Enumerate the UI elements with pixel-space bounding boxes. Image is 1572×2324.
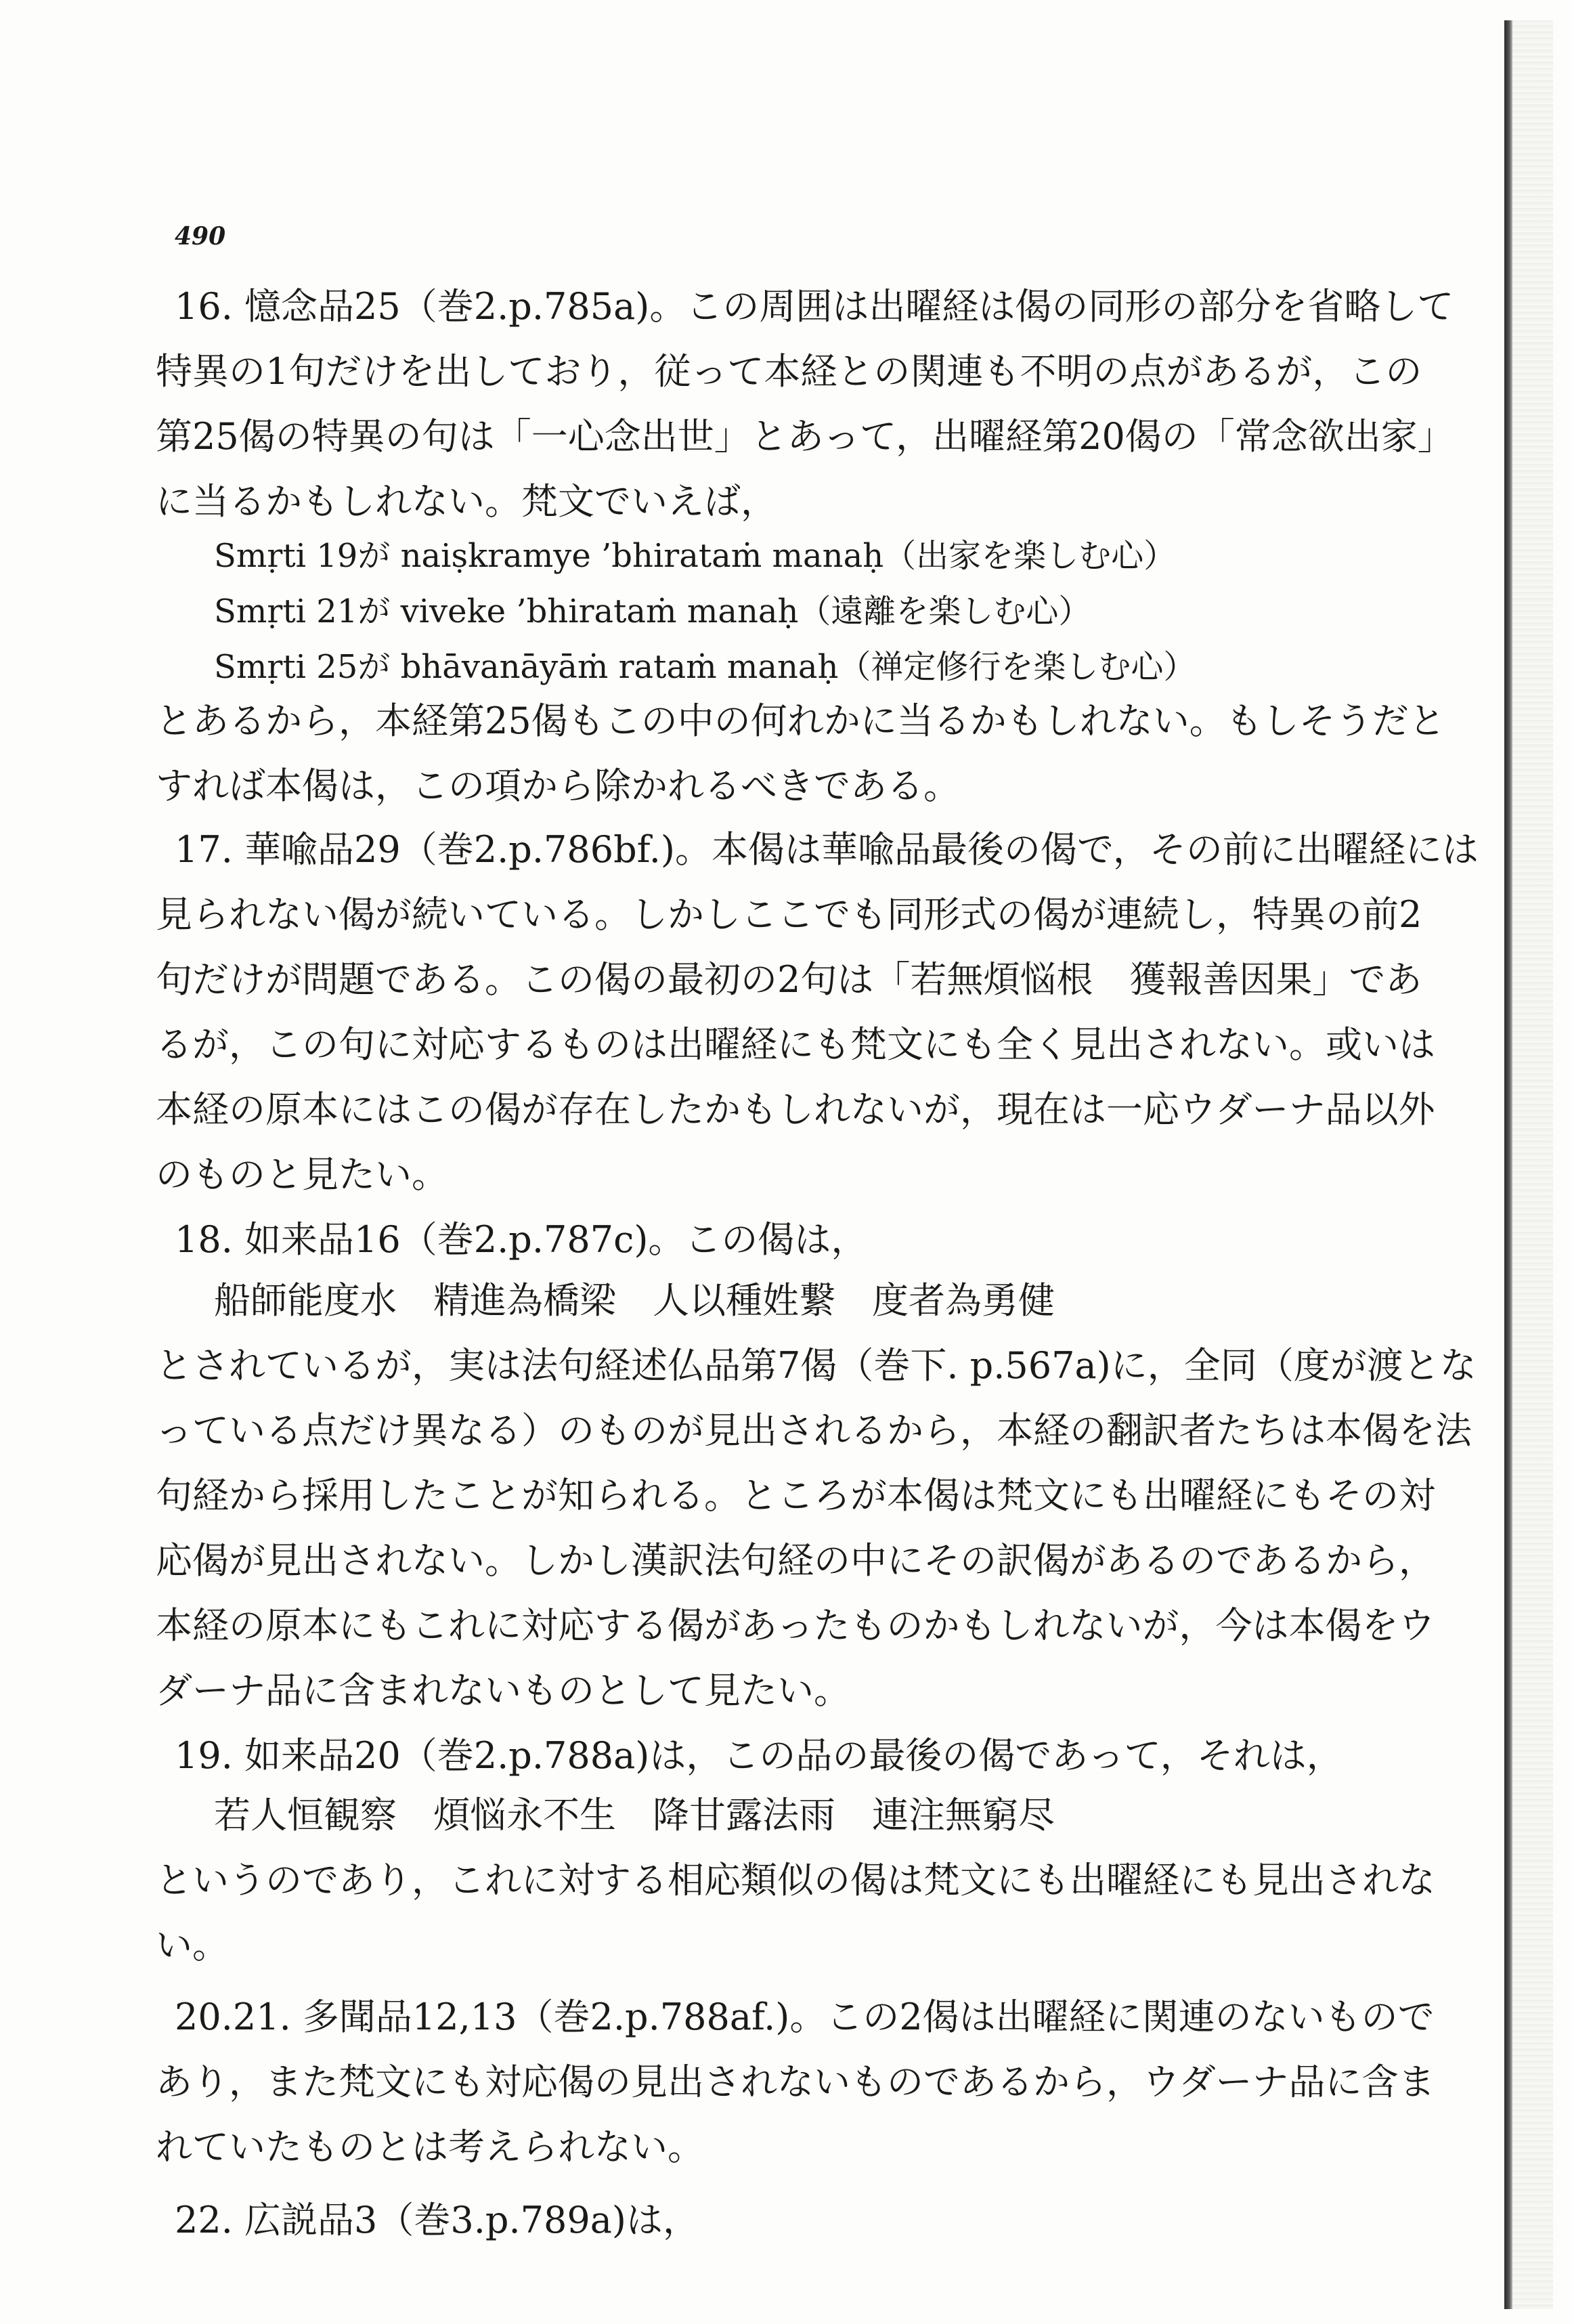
text-line: 見られない偈が続いている。しかしここでも同形式の偈が連続し，特異の前2 bbox=[156, 893, 1422, 936]
page-edge bbox=[1504, 20, 1512, 2309]
text-line: とあるから，本経第25偈もこの中の何れかに当るかもしれない。もしそうだと bbox=[156, 700, 1445, 742]
text-line: 17. 華喩品29（巻2.p.786bf.)。本偈は華喩品最後の偈で，その前に出曜経には bbox=[175, 828, 1479, 871]
text-line: すれば本偈は，この項から除かれるべきである。 bbox=[156, 765, 960, 807]
text-line: 本経の原本にもこれに対応する偈があったものかもしれないが，今は本偈をウ bbox=[156, 1604, 1435, 1647]
verse-line: 船師能度水 精進為橋梁 人以種姓繋 度者為勇健 bbox=[214, 1279, 1055, 1322]
text-line: 20.21. 多聞品12,13（巻2.p.788af.)。この2偈は出曜経に関連のないもので bbox=[175, 1996, 1435, 2038]
text-line: 句だけが問題である。この偈の最初の2句は「若無煩悩根 獲報善因果」であ bbox=[156, 958, 1422, 1001]
sanskrit-line: Smṛti 25が bhāvanāyāṁ rataṁ manaḥ（禅定修行を楽しむ心） bbox=[214, 648, 1196, 686]
text-line: 16. 憶念品25（巻2.p.785a)。この周囲は出曜経は偈の同形の部分を省略して bbox=[175, 285, 1454, 328]
text-line: るが，この句に対応するものは出曜経にも梵文にも全く見出されない。或いは bbox=[156, 1023, 1435, 1066]
text-line: 本経の原本にはこの偈が存在したかもしれないが，現在は一応ウダーナ品以外 bbox=[156, 1088, 1435, 1131]
text-line: 特異の1句だけを出しており，従って本経との関連も不明の点があるが，この bbox=[156, 350, 1422, 393]
text-line: とされているが，実は法句経述仏品第7偈（巻下. p.567a)に，全同（度が渡とな bbox=[156, 1344, 1477, 1387]
text-line: に当るかもしれない。梵文でいえば， bbox=[156, 480, 777, 523]
verse-line: 若人恒観察 煩悩永不生 降甘露法雨 連注無窮尽 bbox=[214, 1794, 1055, 1836]
text-line: ダーナ品に含まれないものとして見たい。 bbox=[156, 1669, 850, 1712]
text-line: 第25偈の特異の句は「一心念出世」とあって，出曜経第20偈の「常念欲出家」 bbox=[156, 415, 1454, 458]
text-line: というのであり，これに対する相応類似の偈は梵文にも出曜経にも見出されな bbox=[156, 1859, 1435, 1901]
text-line: 18. 如来品16（巻2.p.787c)。この偈は， bbox=[175, 1218, 868, 1261]
text-line: い。 bbox=[156, 1924, 229, 1966]
text-line: っている点だけ異なる）のものが見出されるから，本経の翻訳者たちは本偈を法 bbox=[156, 1409, 1472, 1452]
page-number: 490 bbox=[175, 222, 226, 251]
text-line: 句経から採用したことが知られる。ところが本偈は梵文にも出曜経にもその対 bbox=[156, 1474, 1435, 1517]
sanskrit-line: Smṛti 21が viveke ’bhirataṁ manaḥ（遠離を楽しむ心） bbox=[214, 593, 1091, 630]
text-line: 22. 広説品3（巻3.p.789a)は， bbox=[175, 2199, 699, 2241]
text-line: 19. 如来品20（巻2.p.788a)は，この品の最後の偈であって，それは， bbox=[175, 1734, 1343, 1777]
text-line: あり，また梵文にも対応偈の見出されないものであるから，ウダーナ品に含ま bbox=[156, 2061, 1435, 2103]
sanskrit-line: Smṛti 19が naiṣkramye ’bhirataṁ manaḥ（出家を楽しむ心） bbox=[214, 537, 1177, 575]
page-edge-shadow bbox=[1512, 20, 1553, 2309]
text-line: 応偈が見出されない。しかし漢訳法句経の中にその訳偈があるのであるから， bbox=[156, 1539, 1435, 1582]
text-line: のものと見たい。 bbox=[156, 1153, 448, 1196]
text-line: れていたものとは考えられない。 bbox=[156, 2126, 704, 2168]
